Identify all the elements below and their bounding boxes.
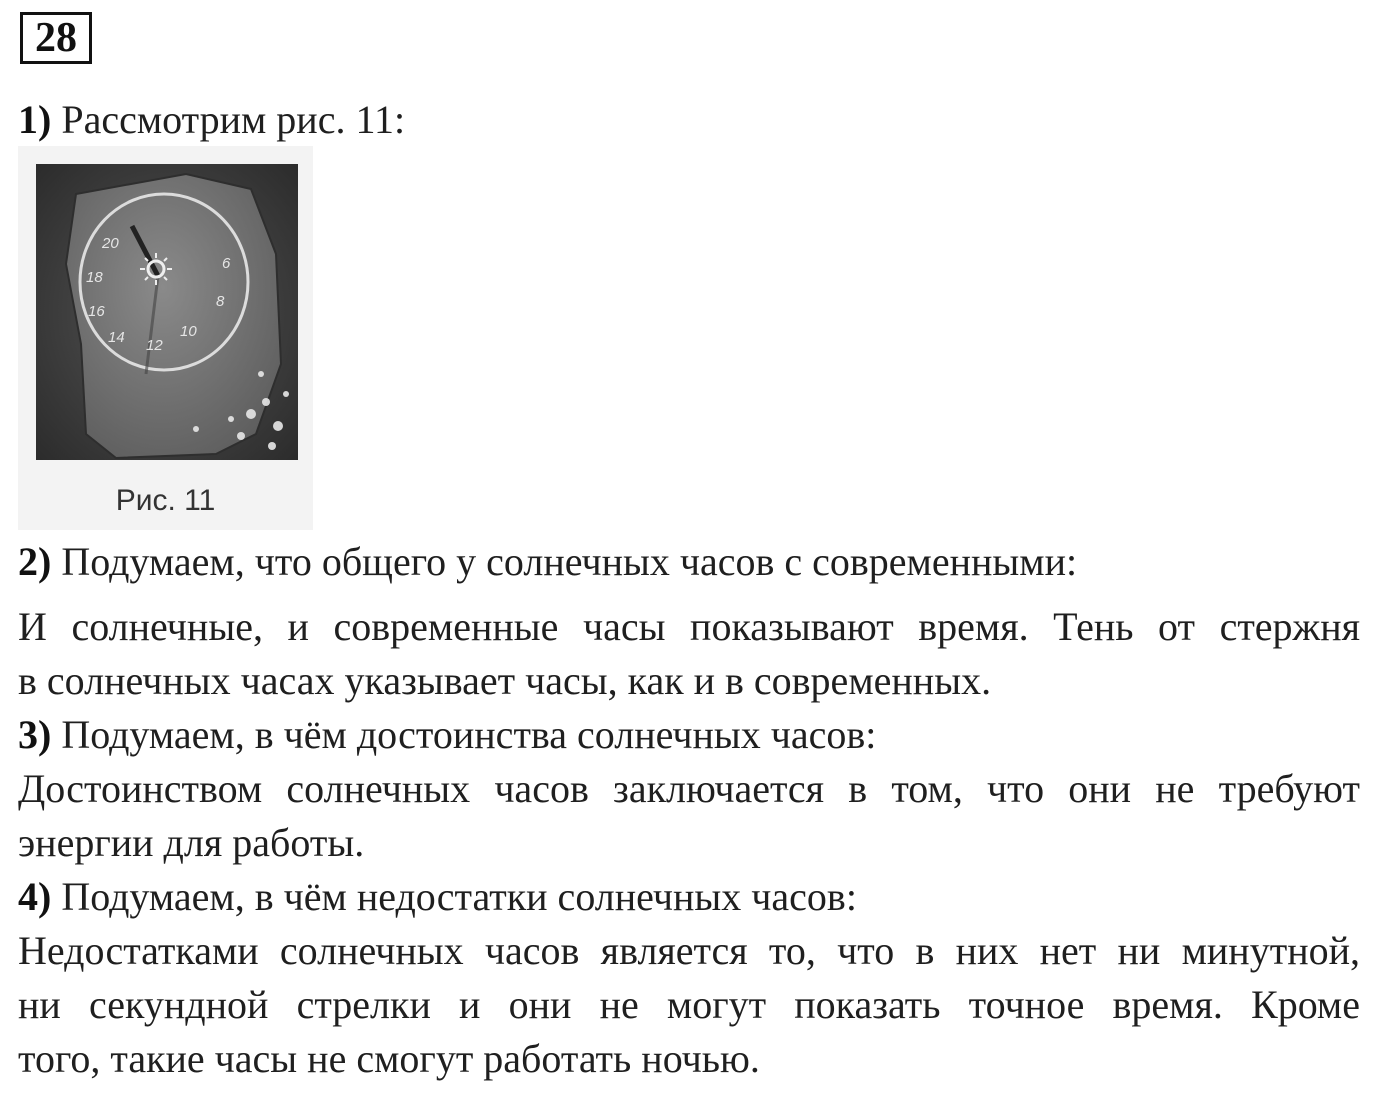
task-number: 28 xyxy=(20,12,92,64)
section-4-answer-line: ни секундной стрелки и они не могут показать точное время. Кроме xyxy=(18,982,1360,1027)
section-heading-text: Подумаем, в чём недостатки солнечных часов: xyxy=(61,874,857,919)
figure-11 xyxy=(18,146,313,530)
dial-number: 10 xyxy=(180,323,197,340)
section-heading-text: Подумаем, в чём достоинства солнечных часов: xyxy=(61,712,877,757)
section-4-answer-line: того, такие часы не смогут работать ночью. xyxy=(18,1036,760,1081)
sundial-illustration xyxy=(36,164,298,460)
dial-number: 20 xyxy=(102,235,119,252)
section-number: 3) xyxy=(18,712,52,757)
section-1-heading xyxy=(18,96,405,144)
section-3-answer-line: энергии для работы. xyxy=(18,820,365,865)
section-2-heading xyxy=(18,538,1077,586)
dial-number: 16 xyxy=(88,303,105,320)
section-number: 1) xyxy=(18,97,52,142)
section-heading-text: Подумаем, что общего у солнечных часов с современными: xyxy=(61,539,1078,584)
dial-number: 8 xyxy=(216,293,225,310)
section-3-heading xyxy=(18,711,876,759)
section-number: 2) xyxy=(18,539,52,584)
dial-number: 14 xyxy=(108,329,125,346)
section-3-answer-line: Достоинством солнечных часов заключается в том, что они не требуют xyxy=(18,766,1360,811)
sundial-photo xyxy=(36,164,298,460)
dial-number: 6 xyxy=(222,255,231,272)
section-2-answer-line: И солнечные, и современные часы показывают время. Тень от стержня xyxy=(18,604,1360,649)
section-2-answer-line: в солнечных часах указывает часы, как и в современных. xyxy=(18,658,992,703)
section-4-answer-line: Недостатками солнечных часов является то, что в них нет ни минутной, xyxy=(18,928,1360,973)
section-4-heading xyxy=(18,873,857,921)
dial-number: 18 xyxy=(86,269,103,286)
dial-number: 12 xyxy=(146,337,163,354)
section-heading-text: Рассмотрим рис. 11: xyxy=(61,97,406,142)
section-number: 4) xyxy=(18,874,52,919)
figure-caption: Рис. 11 xyxy=(115,484,216,517)
